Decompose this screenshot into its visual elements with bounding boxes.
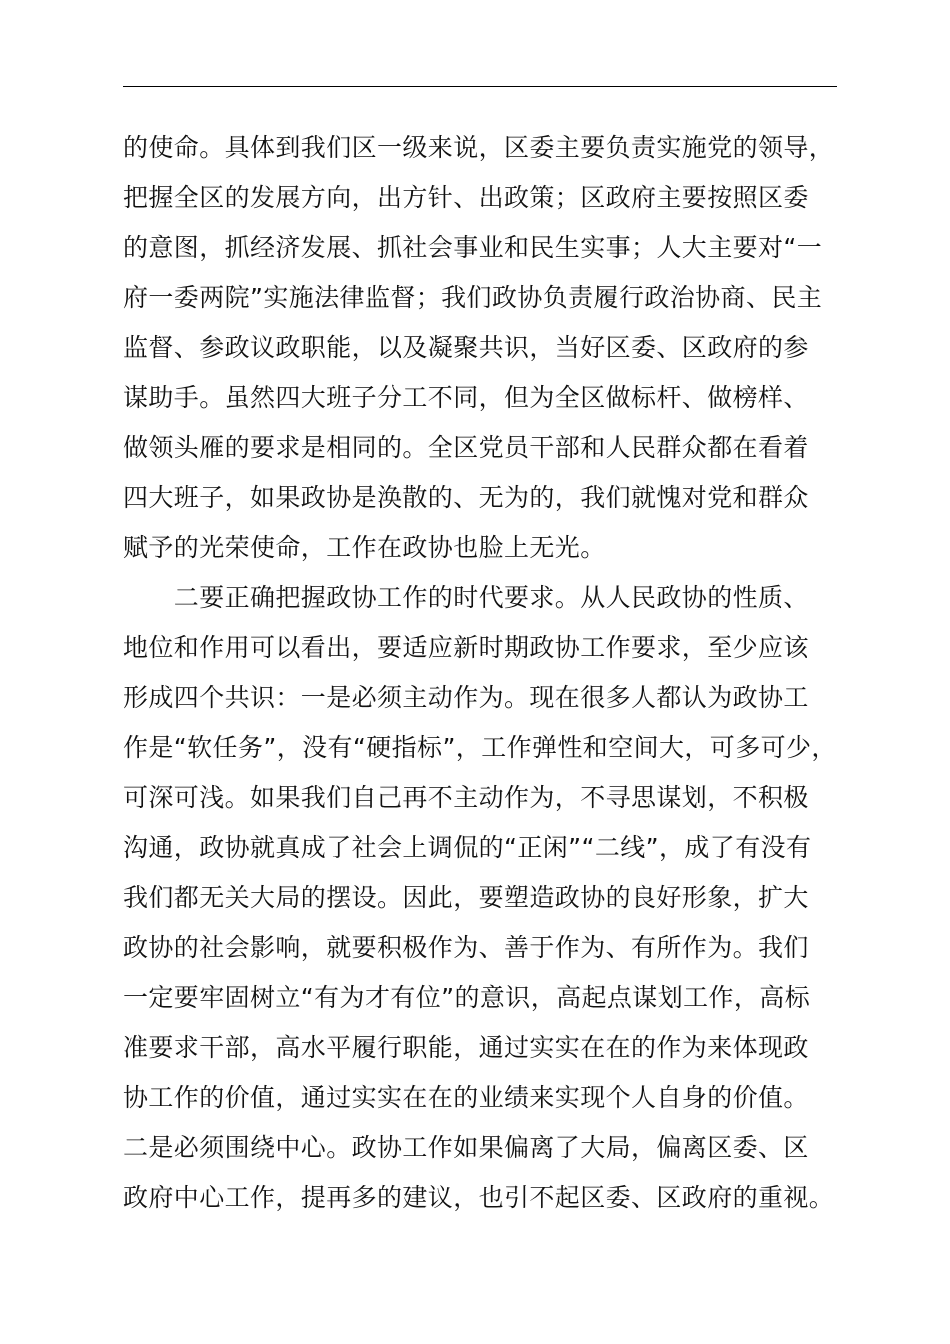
- text-line: 监督、参政议政职能，以及凝聚共识，当好区委、区政府的参: [123, 333, 809, 362]
- paragraph-start-line: 二要正确把握政协工作的时代要求。从人民政协的性质、: [123, 583, 809, 612]
- text-line: 做领头雁的要求是相同的。全区党员干部和人民群众都在看着: [123, 433, 809, 462]
- text-line: 四大班子，如果政协是涣散的、无为的，我们就愧对党和群众: [123, 483, 809, 512]
- text-line: 的意图，抓经济发展、抓社会事业和民生实事；人大主要对“一: [123, 233, 823, 262]
- text-line: 的使命。具体到我们区一级来说，区委主要负责实施党的领导，: [123, 133, 835, 162]
- text-line: 把握全区的发展方向，出方针、出政策；区政府主要按照区委: [123, 183, 809, 212]
- text-line: 政协的社会影响，就要积极作为、善于作为、有所作为。我们: [123, 933, 809, 962]
- text-line: 作是“软任务”，没有“硬指标”，工作弹性和空间大，可多可少，: [123, 733, 837, 762]
- text-line: 沟通，政协就真成了社会上调侃的“正闲”“二线”，成了有没有: [123, 833, 812, 862]
- text-line: 准要求干部，高水平履行职能，通过实实在在的作为来体现政: [123, 1033, 809, 1062]
- text-line: 政府中心工作，提再多的建议，也引不起区委、区政府的重视。: [123, 1183, 835, 1212]
- text-line: 协工作的价值，通过实实在在的业绩来实现个人自身的价值。: [123, 1083, 809, 1112]
- text-line: 可深可浅。如果我们自己再不主动作为，不寻思谋划，不积极: [123, 783, 809, 812]
- text-line: 形成四个共识：一是必须主动作为。现在很多人都认为政协工: [123, 683, 809, 712]
- text-line: 赋予的光荣使命，工作在政协也脸上无光。: [123, 533, 606, 562]
- text-line: 谋助手。虽然四大班子分工不同，但为全区做标杆、做榜样、: [123, 383, 809, 412]
- header-rule: [123, 86, 837, 87]
- text-line: 一定要牢固树立“有为才有位”的意识，高起点谋划工作，高标: [123, 983, 811, 1012]
- text-line: 我们都无关大局的摆设。因此，要塑造政协的良好形象，扩大: [123, 883, 809, 912]
- body-text: [123, 123, 853, 1223]
- text-line: 二是必须围绕中心。政协工作如果偏离了大局，偏离区委、区: [123, 1133, 809, 1162]
- text-line: 府一委两院”实施法律监督；我们政协负责履行政治协商、民主: [123, 283, 823, 312]
- text-line: 地位和作用可以看出，要适应新时期政协工作要求，至少应该: [123, 633, 809, 662]
